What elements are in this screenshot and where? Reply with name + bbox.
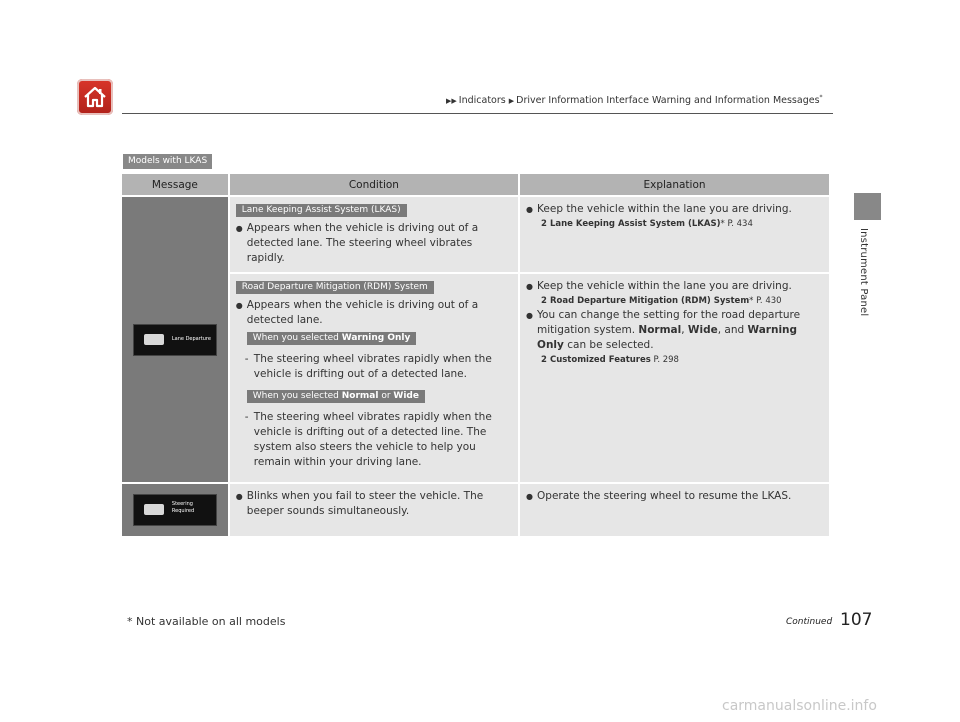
reference-arrow-icon: 2	[541, 219, 547, 229]
reference-title[interactable]: Lane Keeping Assist System (LKAS)	[549, 219, 721, 229]
setting-tag	[247, 390, 425, 403]
footnote-marker: *	[819, 94, 823, 101]
steering-required-screen	[133, 494, 217, 526]
steering-wheel-icon	[144, 504, 164, 515]
reference-page[interactable]: P. 434	[727, 219, 753, 229]
explanation-text: ● Keep the vehicle within the lane you are driving.	[526, 279, 823, 294]
page-reference[interactable]	[526, 294, 823, 308]
footnote: * Not available on all models	[127, 615, 286, 628]
condition-text: ● Appears when the vehicle is driving out of a detected lane. The steering wheel vibrates rapidly.	[236, 221, 512, 266]
screen-text: Steering Required	[171, 501, 195, 514]
reference-arrow-icon: 2	[541, 355, 547, 365]
lane-departure-screen	[133, 324, 217, 356]
sub-condition: - The steering wheel vibrates rapidly when the vehicle is drifting out of a detected line. The system also steers the vehicle to help you remain within your driving lane.	[244, 411, 492, 468]
section-label: Instrument Panel	[858, 228, 869, 317]
explanation-cell	[520, 484, 829, 536]
sub-condition-text: The steering wheel vibrates rapidly when the vehicle is drifting out of a detected line. The system also steers the vehicle to help you remain within your driving lane.	[253, 411, 492, 468]
models-tag: Models with LKAS	[123, 154, 212, 169]
sub-condition: - The steering wheel vibrates rapidly when the vehicle is drifting out of a detected lane.	[244, 353, 492, 380]
setting-tag	[247, 332, 417, 345]
section-tab[interactable]	[854, 193, 881, 220]
tag-prefix: When you selected	[252, 391, 339, 401]
home-icon	[82, 84, 108, 110]
footnote-marker: *	[749, 296, 754, 306]
tag-setting: Wide	[393, 391, 419, 401]
condition-text: ● Appears when the vehicle is driving out of a detected lane.	[236, 298, 512, 328]
column-header: Explanation	[520, 174, 829, 195]
message-cell	[122, 197, 228, 482]
explanation-cell	[520, 274, 829, 482]
table-row	[122, 484, 829, 536]
column-header: Condition	[230, 174, 518, 195]
reference-page[interactable]: P. 298	[653, 355, 679, 365]
footnote-marker: *	[720, 219, 725, 229]
reference-title[interactable]: Road Departure Mitigation (RDM) System	[549, 296, 750, 306]
reference-page[interactable]: P. 430	[756, 296, 782, 306]
reference-title[interactable]: Customized Features	[549, 355, 651, 365]
breadcrumb-arrow-icon: ▶	[508, 97, 515, 106]
screen-text: Lane Departure	[171, 335, 211, 342]
condition-cell	[230, 274, 518, 482]
watermark: carmanualsonline.info	[722, 698, 877, 714]
page-reference[interactable]	[526, 353, 823, 367]
condition-cell	[230, 484, 518, 536]
home-button[interactable]	[77, 79, 113, 115]
tag-setting: Warning Only	[341, 333, 411, 343]
table-row	[122, 197, 829, 272]
steering-wheel-icon	[144, 334, 164, 345]
table-row	[122, 274, 829, 482]
tag-prefix: When you selected	[252, 333, 339, 343]
column-header: Message	[122, 174, 228, 195]
continued-label: Continued	[786, 617, 833, 627]
explanation-text: ● You can change the setting for the road departure mitigation system. Normal, Wide, and Warning Only can be selected.	[526, 308, 823, 353]
tag-setting: Normal	[341, 391, 379, 401]
page-number: 107	[840, 610, 873, 630]
system-tag: Road Departure Mitigation (RDM) System	[236, 281, 434, 294]
breadcrumb-arrow-icon: ▶▶	[446, 97, 457, 106]
sub-condition-text: The steering wheel vibrates rapidly when the vehicle is drifting out of a detected lane.	[253, 353, 492, 380]
page-reference[interactable]	[526, 217, 823, 231]
header-divider	[122, 113, 833, 114]
explanation-text: ● Operate the steering wheel to resume the LKAS.	[526, 489, 823, 504]
condition-text: ● Blinks when you fail to steer the vehicle. The beeper sounds simultaneously.	[236, 489, 512, 519]
explanation-text: ● Keep the vehicle within the lane you are driving.	[526, 202, 823, 217]
reference-arrow-icon: 2	[541, 296, 547, 306]
explanation-cell	[520, 197, 829, 272]
message-table	[120, 172, 831, 538]
table-header-row	[122, 174, 829, 195]
breadcrumb-item[interactable]: Indicators	[458, 95, 506, 107]
breadcrumb	[446, 94, 823, 106]
system-tag: Lane Keeping Assist System (LKAS)	[236, 204, 407, 217]
breadcrumb-item[interactable]: Driver Information Interface Warning and Information Messages	[516, 95, 820, 107]
message-cell	[122, 484, 228, 536]
condition-cell	[230, 197, 518, 272]
tag-or: or	[381, 391, 391, 401]
